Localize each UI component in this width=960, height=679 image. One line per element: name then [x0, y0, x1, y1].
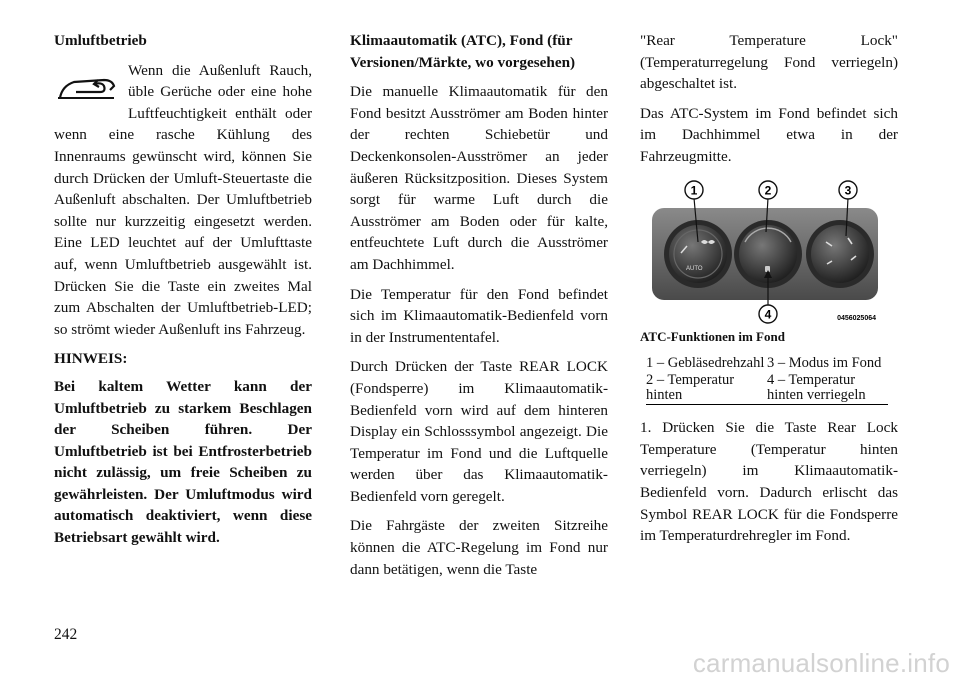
- rear-atc-paragraph-1: Die manuelle Klimaautomatik für den Fond besitzt Ausströmer am Boden hinter der rechten Schiebetür und Deckenkonsolen-Ausströmer an jeder äußeren Rücksitzposition. Dieses System sorgt für warme Luft durch die Ausströmer am Boden oder für kalte, entfeuchtete Luft durch die Ausströmer am Dachhimmel.: [350, 83, 608, 273]
- recirculation-icon: [54, 64, 122, 116]
- location-paragraph: Das ATC-System im Fond befindet sich im Dachhimmel etwa in der Fahrzeugmitte.: [640, 104, 898, 165]
- callout-3: 3: [844, 183, 852, 198]
- callout-2: 2: [764, 183, 772, 198]
- rear-atc-paragraph-3: Durch Drücken der Taste REAR LOCK (Fondsperre) im Klimaautomatik-Bedienfeld vorn wird auf dem hinteren Display ein Schlosssymbol angezeigt. Die Temperatur im Fond und die Luftquelle werden über das Klimaautomatik-Bedienfeld vorn geregelt.: [350, 358, 608, 505]
- legend-item-3: 3 – Modus im Fond: [767, 355, 882, 372]
- rear-atc-paragraph-4: Die Fahrgäste der zweiten Sitzreihe können die ATC-Regelung im Fond nur dann betätigen, wenn die Taste: [350, 517, 608, 578]
- watermark: carmanualsonline.info: [692, 648, 950, 678]
- rear-lock-paragraph: "Rear Temperature Lock" (Temperaturregelung Fond verriegeln) abgeschaltet ist.: [640, 32, 898, 93]
- figure-caption: ATC-Funktionen im Fond: [640, 328, 785, 344]
- legend-table: [646, 355, 888, 405]
- callout-4: 4: [764, 307, 772, 322]
- recirculation-paragraph: Wenn die Außenluft Rauch, üble Gerüche oder eine hohe Luftfeuchtigkeit enthält oder wenn eine rasche Kühlung des Innenraums gewünscht wird, können Sie durch Drücken der Umluft-Steuertaste die Außenluft abschalten. Der Umluftbetrieb sollte nur kurzzeitig eingesetzt werden. Eine LED leuchtet auf der Umlufttaste auf, wenn Umluftbetrieb ausgewählt ist. Drücken Sie die Taste ein zweites Mal zum Abschalten der Umluftbetrieb-LED; so strömt wieder Außenluft ins Fahrzeug.: [54, 61, 312, 338]
- mode-knob: [806, 220, 874, 288]
- legend-item-4: 4 – Temperatur hinten verriegeln: [767, 372, 888, 405]
- section-heading-rear-atc: Klimaautomatik (ATC), Fond (für Versionen/Märkte, wo vorgesehen): [350, 32, 576, 71]
- callout-1: 1: [690, 183, 698, 198]
- page-number: 242: [54, 626, 78, 643]
- atc-controls-illustration: [650, 176, 880, 326]
- step-1-paragraph: 1. Drücken Sie die Taste Rear Lock Temperature (Temperatur hinten verriegeln) im Klimaautomatik-Bedienfeld vorn. Dadurch erlischt das Symbol REAR LOCK für die Fondsperre im Temperaturdrehregler im Fond.: [640, 419, 898, 545]
- legend-item-2: 2 – Temperatur hinten: [646, 372, 767, 405]
- section-heading-recirculation: Umluftbetrieb: [54, 32, 147, 49]
- auto-knob-label: AUTO: [686, 265, 703, 272]
- column-middle: [350, 30, 608, 588]
- atc-controls-figure: [650, 176, 880, 326]
- legend-item-1: 1 – Gebläsedrehzahl: [646, 355, 765, 372]
- column-left: [54, 30, 312, 557]
- fan-speed-knob: [664, 220, 732, 288]
- note-text: Bei kaltem Wetter kann der Umluftbetrieb zu starkem Beschlagen der Scheiben führen. Der Umluftbetrieb ist bei Entfrosterbetrieb nicht zulässig, um freie Scheiben zu gewährleisten. Der Umluftmodus wird automatisch deaktiviert, wenn diese Betriebsart gewählt wird.: [54, 377, 312, 547]
- column-right: [640, 30, 898, 555]
- note-label: HINWEIS:: [54, 350, 128, 368]
- rear-atc-paragraph-2: Die Temperatur für den Fond befindet sich im Klimaautomatik-Bedienfeld vorn in der Instrumententafel.: [350, 285, 608, 346]
- figure-code: 0456025064: [837, 314, 876, 322]
